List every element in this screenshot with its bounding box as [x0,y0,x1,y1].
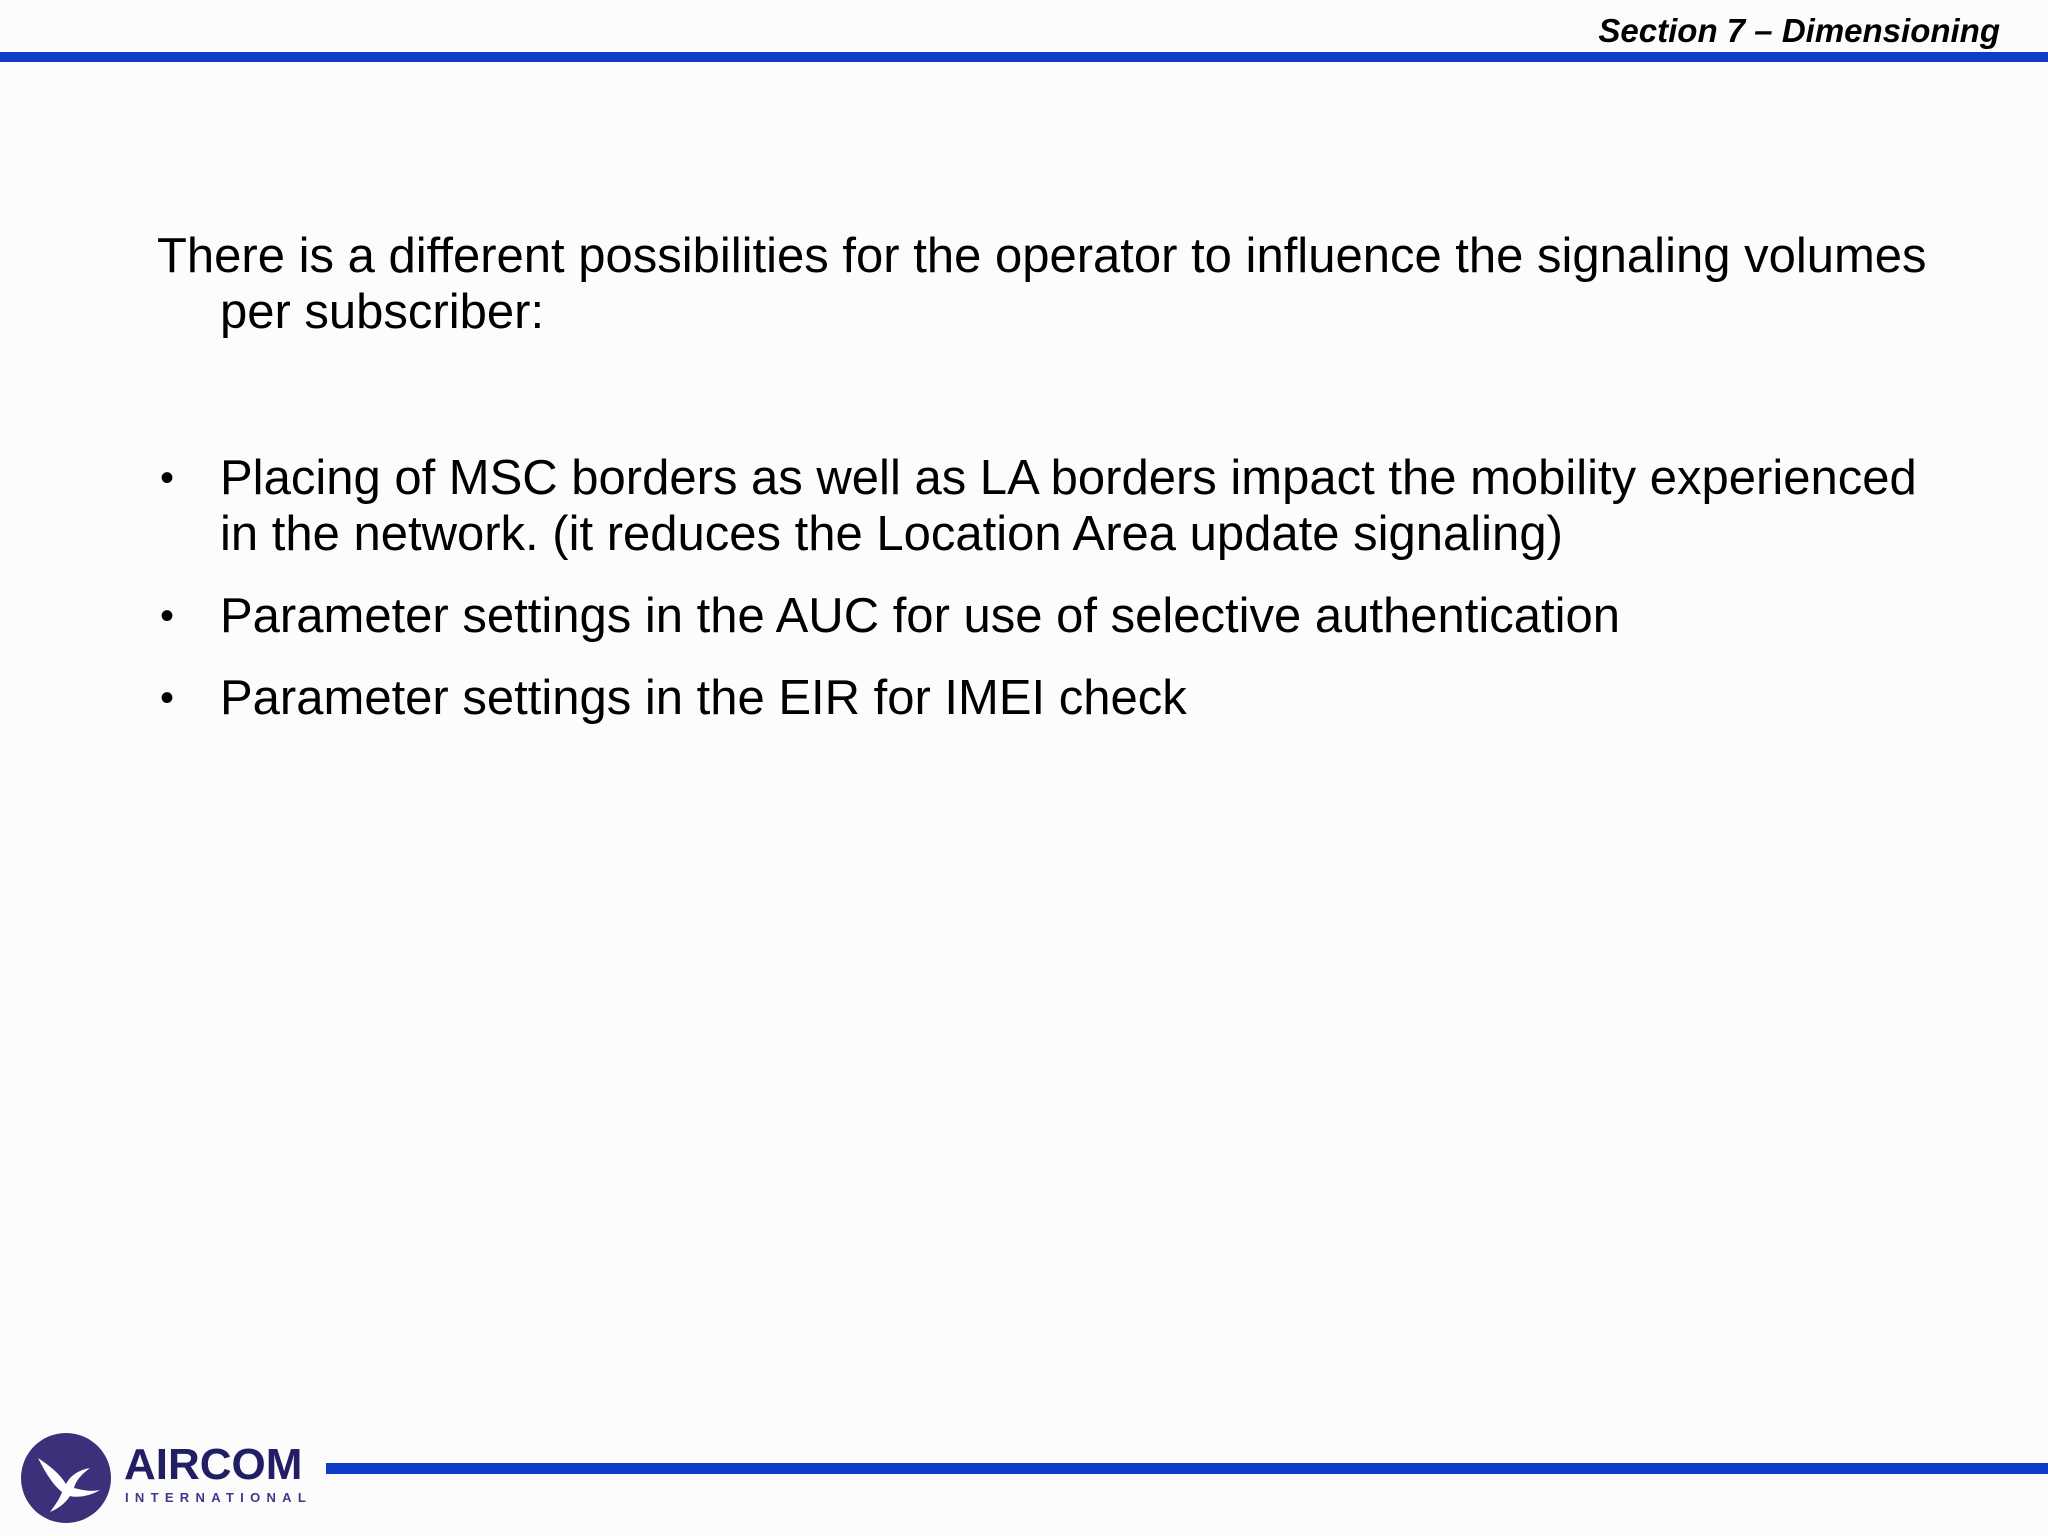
bullet-text: Placing of MSC borders as well as LA borders impact the mobility experienced in the network. (it reduces the Location Area update signaling) [220,451,1917,561]
footer-rule [326,1463,2048,1474]
section-title: Section 7 – Dimensioning [1598,12,2000,49]
logo-subtitle: INTERNATIONAL [125,1490,313,1505]
bullet-item [157,670,1957,726]
bullet-icon: • [160,456,175,500]
bullet-text: Parameter settings in the AUC for use of selective authentication [220,589,1620,643]
bird-logo-icon [20,1432,112,1524]
bullet-item [157,450,1957,562]
bullet-icon: • [160,594,175,638]
company-logo [20,1432,320,1524]
logo-wordmark: AIRCOM [124,1440,303,1489]
bullet-item [157,588,1957,644]
bullet-icon: • [160,676,175,720]
bullet-text: Parameter settings in the EIR for IMEI check [220,671,1187,725]
intro-paragraph: There is a different possibilities for the operator to influence the signaling volumes per subscriber: [157,229,1927,339]
bullet-list [157,450,1957,726]
slide-content [157,228,1957,752]
header-rule [0,52,2048,62]
